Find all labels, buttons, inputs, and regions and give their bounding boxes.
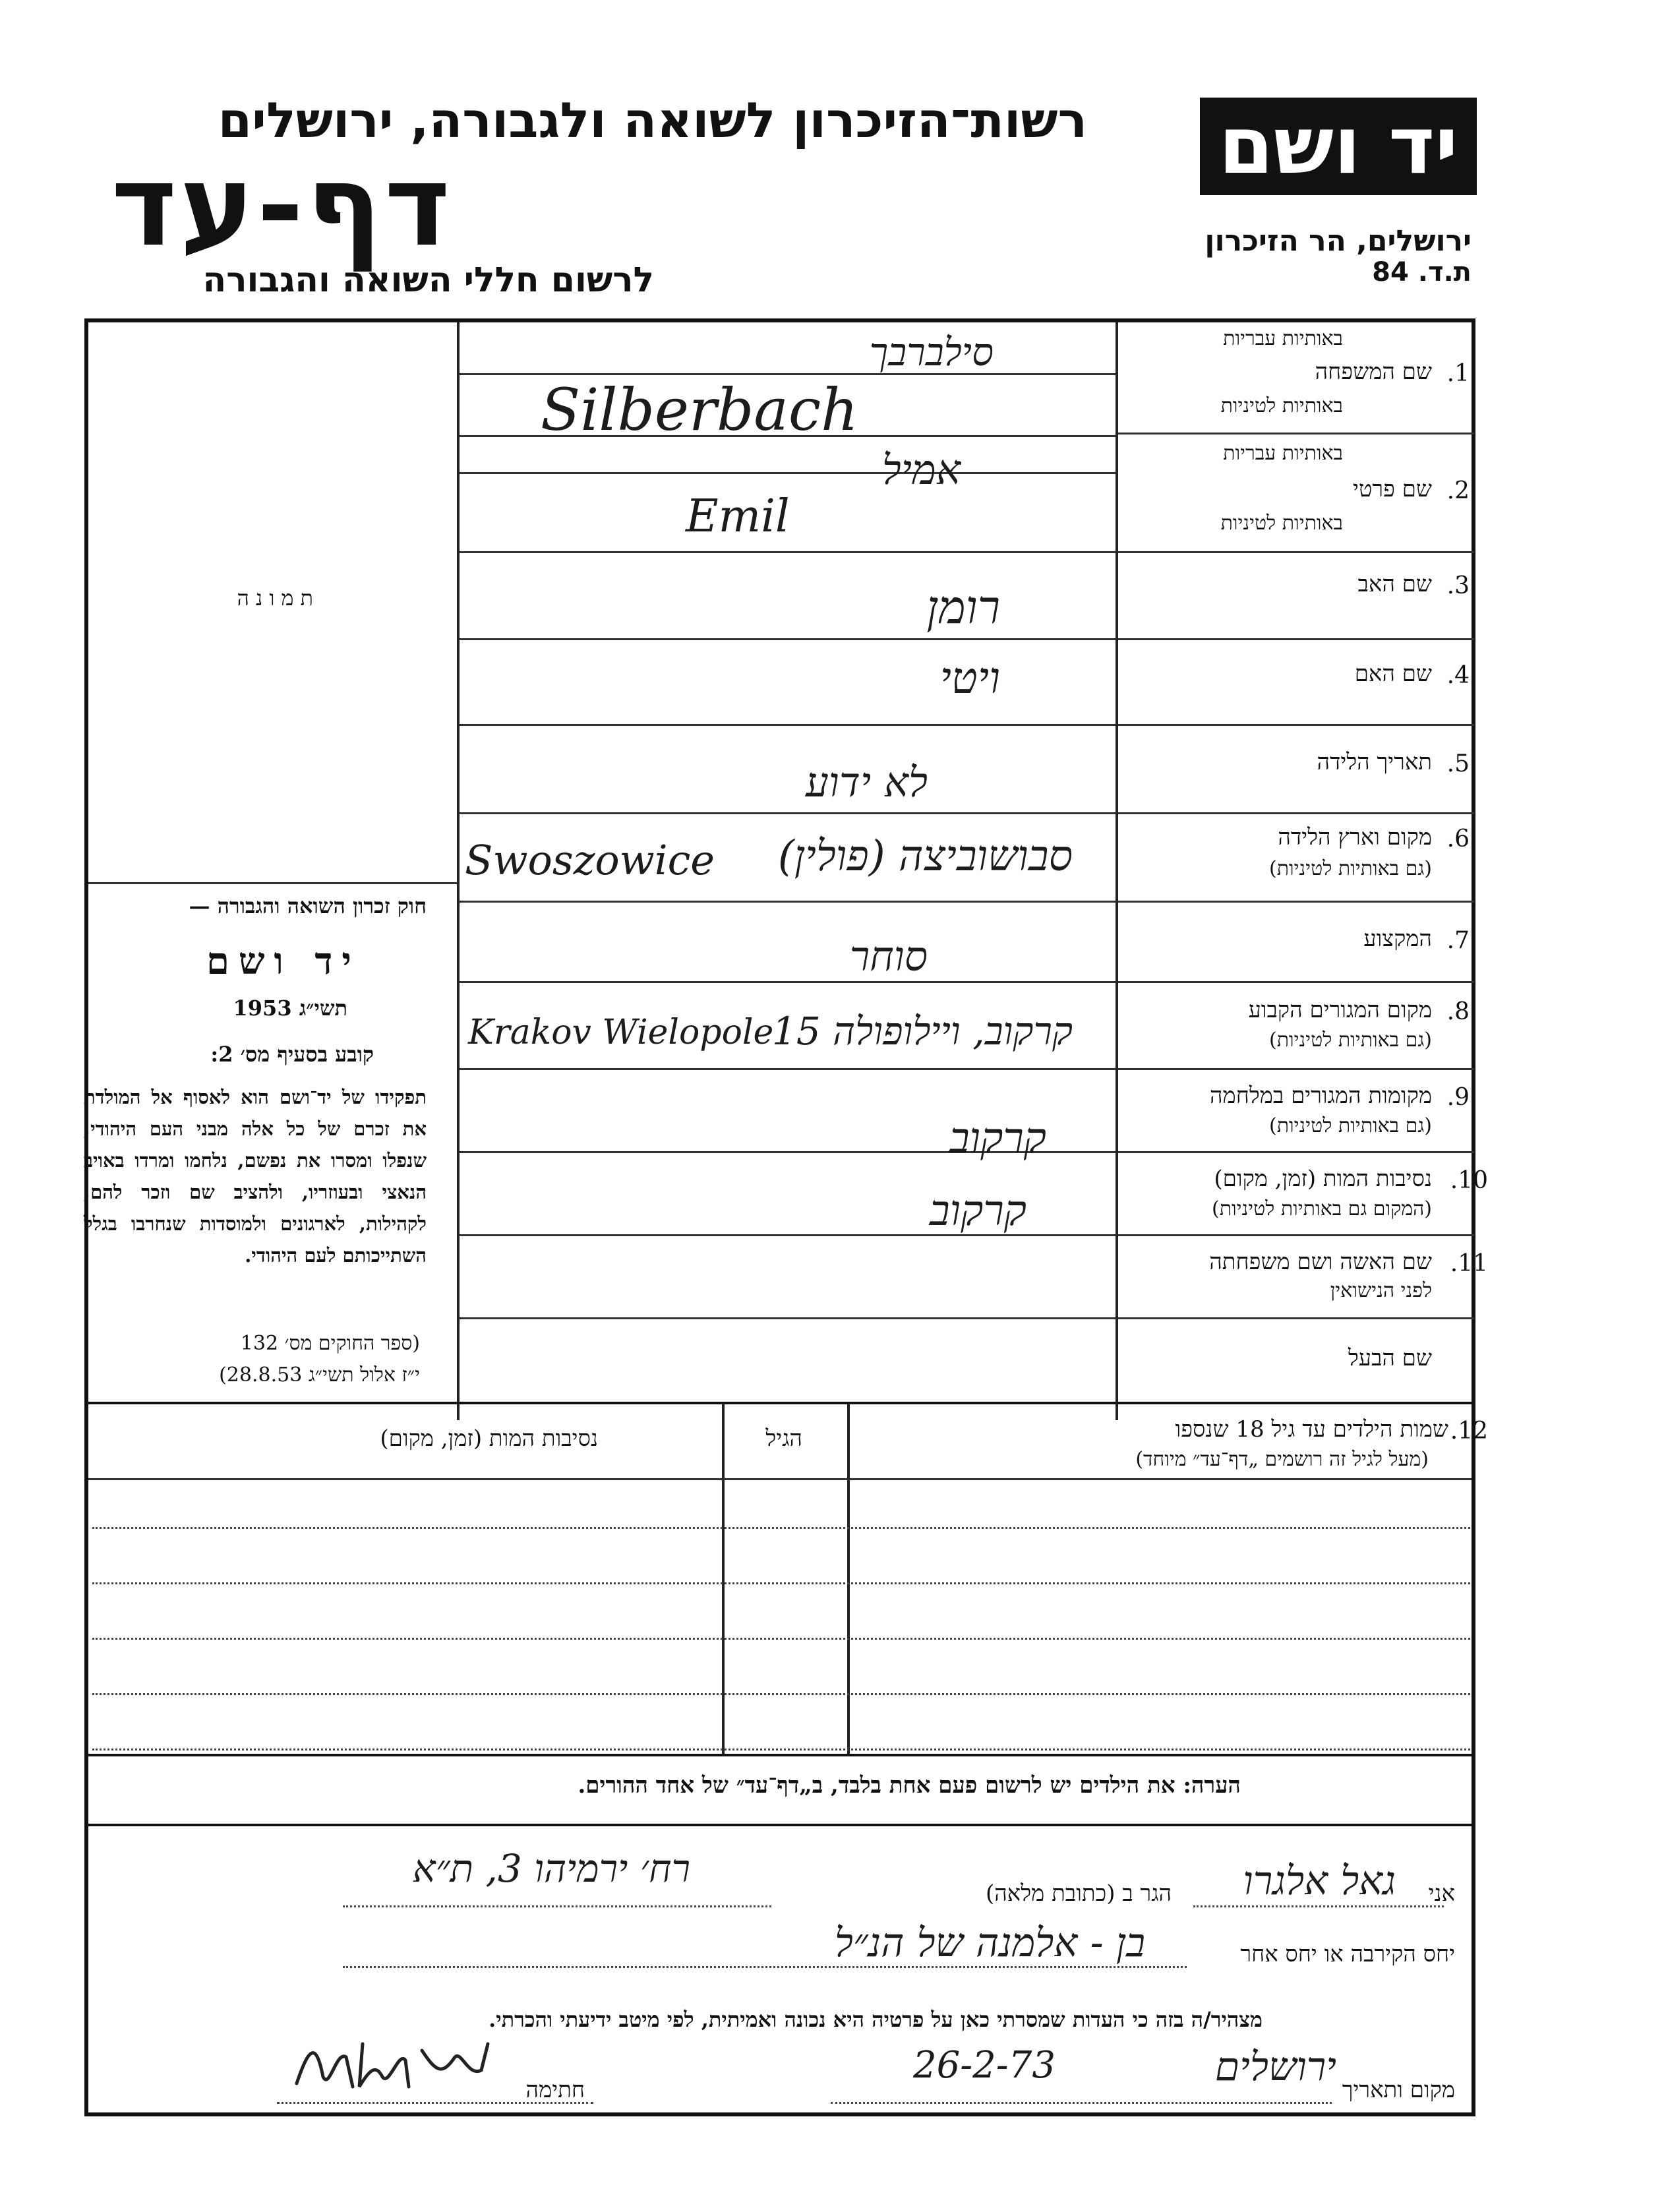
father-name-value: רומן <box>926 580 1000 634</box>
divider-values-labels <box>1116 322 1118 1420</box>
birth-date-value: לא ידוע <box>805 758 928 806</box>
field-3-number: 3. <box>1446 572 1470 599</box>
law-year: תשי״ג 1953 <box>233 996 347 1021</box>
children-label: שמות הילדים עד גיל 18 שנספו <box>1175 1416 1448 1443</box>
field-4-label: שם האם <box>1354 661 1432 687</box>
wartime-residence-value: קרקוב <box>949 1114 1046 1163</box>
children-row <box>92 1693 1470 1695</box>
children-col-death: נסיבות המות (זמן, מקום) <box>380 1425 598 1452</box>
field-10-number: 10. <box>1450 1167 1488 1194</box>
first-name-latin: Emil <box>686 491 790 543</box>
field-7-number: 7. <box>1446 927 1470 954</box>
law-heading: חוק זכרון השואה והגבורה — <box>189 893 427 918</box>
mother-name-value: ויטי <box>939 653 1000 703</box>
organization-line: רשות־הזיכרון לשואה ולגבורה, ירושלים <box>218 92 1087 149</box>
field-10-sub: (המקום גם באותיות לטיניות) <box>1211 1197 1432 1220</box>
birthplace-latin: Swoszowice <box>465 836 715 884</box>
field-1-number: 1. <box>1446 360 1470 387</box>
field-1-sub-hebrew: באותיות עבריות <box>1223 327 1343 350</box>
field-10-label: נסיבות המות (זמן, מקום) <box>1214 1166 1432 1192</box>
photo-label: תמונה <box>237 585 320 611</box>
signature-label: חתימה <box>525 2077 585 2103</box>
field-2-label: שם פרטי <box>1352 476 1432 502</box>
field-9-label: מקומות המגורים במלחמה <box>1210 1083 1432 1109</box>
children-row <box>92 1638 1470 1640</box>
declarant-relation: בן - אלמנה של הנ״ל <box>834 1920 1145 1966</box>
birthplace-hebrew: סבושוביצה (פולין) <box>777 832 1073 881</box>
law-reference-2: י״ז אלול תשי״ג 28.8.53) <box>219 1363 420 1387</box>
field-5-label: תאריך הלידה <box>1317 749 1432 775</box>
field-9-number: 9. <box>1446 1084 1470 1111</box>
declarant-name: גאל אלגרו <box>1243 1858 1396 1904</box>
place-date-label: מקום ותאריך <box>1342 2077 1455 2103</box>
children-sub: (מעל לגיל זה רושמים „דף־עד״ מיוחד) <box>1135 1448 1429 1471</box>
field-2-sub-hebrew: באותיות עבריות <box>1223 442 1343 465</box>
children-col-age: הגיל <box>765 1425 802 1452</box>
field-1-label: שם המשפחה <box>1315 359 1432 385</box>
field-8-number: 8. <box>1446 998 1470 1025</box>
family-name-latin: Silberbach <box>541 376 858 444</box>
law-reference-1: (ספר החוקים מס׳ 132 <box>240 1332 420 1355</box>
field-9-sub: (גם באותיות לטיניות) <box>1269 1114 1432 1137</box>
husband-label: שם הבעל <box>1348 1345 1432 1371</box>
declarant-address: רח׳ ירמיהו 3, ת״א <box>412 1846 690 1891</box>
declaration-text: מצהיר/ה בזה כי העדות שמסרתי כאן על פרטיה היא נכונה ואמיתית, לפי מיטב ידיעתי והכרתי. <box>489 2007 1263 2032</box>
profession-value: סוחר <box>849 932 928 980</box>
children-note: הערה: את הילדים יש לרשום פעם אחת בלבד, ב„דף־עד״ של אחד ההורים. <box>578 1772 1241 1799</box>
declarant-relation-label: יחס הקירבה או יחס אחר <box>1240 1941 1455 1967</box>
first-name-hebrew: אמיל <box>881 446 961 494</box>
place-value: ירושלים <box>1214 2044 1336 2090</box>
field-11-sub: לפני הנישואין <box>1330 1279 1432 1302</box>
field-12-number: 12. <box>1450 1418 1488 1445</box>
family-name-hebrew: סילברבך <box>869 330 994 374</box>
law-name: יד ושם <box>206 940 361 983</box>
field-2-sub-latin: באותיות לטיניות <box>1220 512 1343 535</box>
declarant-i-label: אני <box>1428 1880 1455 1907</box>
field-11-number: 11. <box>1450 1250 1488 1277</box>
date-value: 26-2-73 <box>913 2044 1056 2087</box>
declarant-address-label: הגר ב (כתובת מלאה) <box>985 1880 1172 1907</box>
children-row <box>92 1527 1470 1529</box>
field-6-label: מקום וארץ הלידה <box>1278 824 1432 851</box>
field-11-label: שם האשה ושם משפחתה <box>1209 1249 1432 1275</box>
children-row <box>92 1749 1470 1750</box>
residence-hebrew: קרקוב, ויילופולה 15 <box>771 1009 1073 1054</box>
form-subtitle: לרשום חללי השואה והגבורה <box>202 260 654 300</box>
field-2-number: 2. <box>1446 477 1470 504</box>
death-circumstances-value: קרקוב <box>929 1187 1026 1236</box>
field-8-sub: (גם באותיות לטיניות) <box>1269 1029 1432 1052</box>
field-7-label: המקצוע <box>1363 926 1432 952</box>
yad-vashem-logo: יד ושם <box>1200 98 1477 195</box>
law-clause: קובע בסעיף מס׳ 2: <box>210 1042 374 1067</box>
field-6-number: 6. <box>1446 825 1470 852</box>
field-1-sub-latin: באותיות לטיניות <box>1220 394 1343 417</box>
form-title: דף-עד <box>111 141 453 272</box>
field-8-label: מקום המגורים הקבוע <box>1248 997 1432 1023</box>
field-6-sub: (גם באותיות לטיניות) <box>1269 857 1432 880</box>
law-body: תפקידו של יד־ושם הוא לאסוף אל המולדת את זכרם של כל אלה מבני העם היהודי, שנפלו ומסרו את נפשם, נלחמו ומרדו באויב הנאצי ובעוזריו, ולהציב שם וזכר להם, לקהילות, לארגונים ולמוסדות שנחרבו בגלל השתייכותם לעם היהודי. <box>84 1086 427 1267</box>
field-5-number: 5. <box>1446 750 1470 777</box>
address-line-1: ירושלים, הר הזיכרון <box>1205 224 1472 258</box>
signature-mark <box>290 2031 501 2097</box>
address-line-2: ת.ד. 84 <box>1372 257 1472 287</box>
divider-photo-values <box>457 322 460 1420</box>
field-4-number: 4. <box>1446 662 1470 689</box>
residence-latin: Krakov Wielopole <box>468 1013 774 1052</box>
children-row <box>92 1582 1470 1584</box>
field-3-label: שם האב <box>1357 571 1432 597</box>
